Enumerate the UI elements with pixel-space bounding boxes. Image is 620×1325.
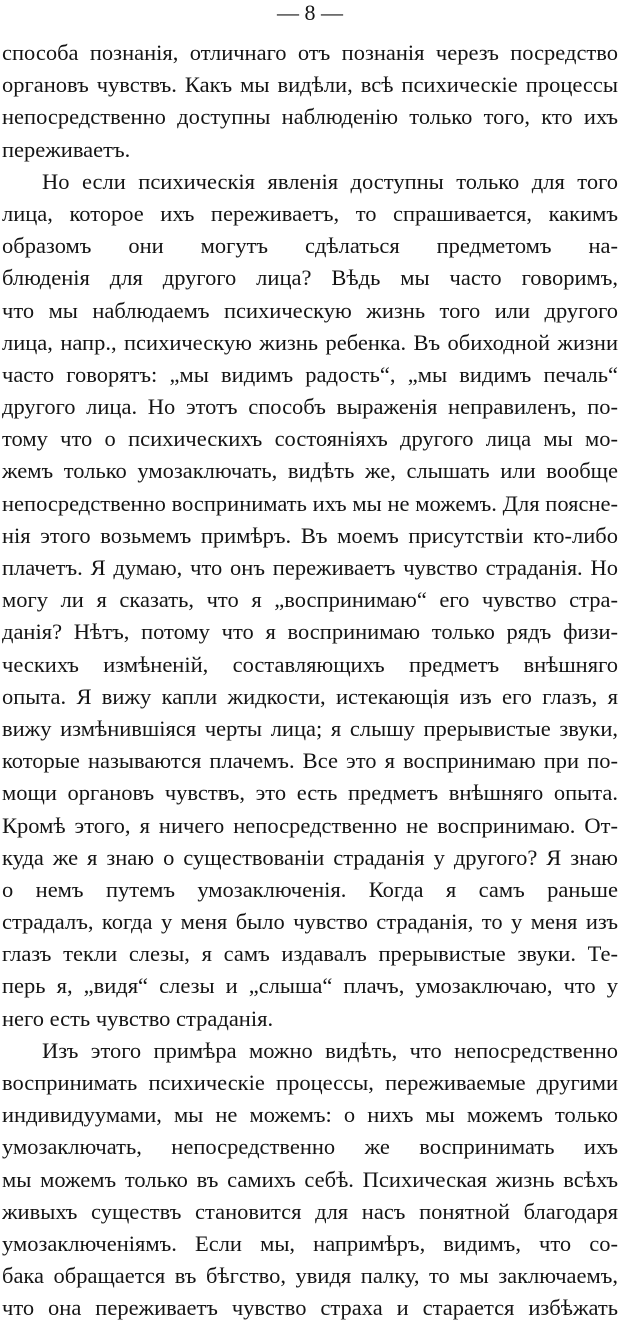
- text-line: способа познанія, отличнаго отъ познанія черезъ посредство: [2, 40, 618, 65]
- text-line: Кромѣ этого, я ничего непосредственно не воспринимаю. От-: [2, 812, 618, 838]
- text-line: органовъ чувствъ. Какъ мы видѣли, всѣ психическіе процессы: [2, 72, 618, 98]
- text-line: ческихъ измѣненій, составляющихъ предметъ внѣшняго: [2, 651, 618, 677]
- text-line: мощи органовъ чувствъ, это есть предметъ внѣшняго опыта.: [2, 780, 618, 806]
- text-line: глазъ текли слезы, я самъ издавалъ прерывистые звуки. Те-: [2, 941, 618, 967]
- text-line: умозаключеніямъ. Если мы, напримѣръ, видимъ, что со-: [2, 1230, 618, 1256]
- text-line: другого лица. Но этотъ способъ выраженія неправиленъ, по-: [2, 394, 618, 420]
- text-line: могу ли я сказать, что я „воспринимаю“ его чувство стра-: [2, 587, 618, 613]
- text-line: непосредственно воспринимать ихъ мы не можемъ. Для поясне-: [2, 490, 618, 516]
- text-line: непосредственно доступны наблюденію только того, кто ихъ: [2, 104, 618, 130]
- text-line: переживаетъ.: [2, 136, 131, 162]
- text-line: жемъ только умозаключать, видѣть же, слышать или вообще: [2, 458, 618, 484]
- text-line: опыта. Я вижу капли жидкости, истекающія изъ его глазъ, я: [2, 683, 618, 709]
- text-line: Но если психическія явленія доступны только для того: [42, 168, 618, 194]
- text-line: живыхъ существъ становится для насъ понятной благодаря: [2, 1198, 618, 1224]
- paragraph: [2, 37, 620, 166]
- text-line: нія этого возьмемъ примѣръ. Въ моемъ присутствіи кто-либо: [2, 522, 618, 548]
- text-line: вижу измѣнившіяся черты лица; я слышу прерывистые звуки,: [2, 715, 618, 741]
- text-line: умозаключать, непосредственно же воспринимать ихъ: [2, 1134, 618, 1160]
- text-line: которые называются плачемъ. Все это я воспринимаю при по-: [2, 748, 618, 774]
- text-line: о немъ путемъ умозаключенія. Когда я самъ раньше: [2, 876, 618, 902]
- text-line: бака обращается въ бѣгство, увидя палку, то мы заключаемъ,: [2, 1263, 618, 1289]
- text-line: что она переживаетъ чувство страха и старается избѣжать: [2, 1295, 618, 1321]
- text-line: данія? Нѣтъ, потому что я воспринимаю только рядъ физи-: [2, 619, 618, 645]
- text-body: [2, 37, 620, 1325]
- text-line: перь я, „видя“ слезы и „слыша“ плачъ, умозаключаю, что у: [2, 973, 618, 999]
- text-line: мы можемъ только въ самихъ себѣ. Психическая жизнь всѣхъ: [2, 1166, 618, 1192]
- paragraph: [2, 166, 620, 1035]
- text-line: лица, которое ихъ переживаетъ, то спрашивается, какимъ: [2, 200, 618, 226]
- text-line: Изъ этого примѣра можно видѣть, что непосредственно: [42, 1037, 618, 1063]
- text-line: куда же я знаю о существованіи страданія у другого? Я знаю: [2, 844, 618, 870]
- text-line: часто говорятъ: „мы видимъ радость“, „мы видимъ печаль“: [2, 361, 618, 387]
- text-line: страдалъ, когда у меня было чувство страданія, то у меня изъ: [2, 909, 618, 935]
- text-line: индивидуумами, мы не можемъ: о нихъ мы можемъ только: [2, 1102, 618, 1128]
- text-line: тому что о психическихъ состояніяхъ другого лица мы мо-: [2, 426, 618, 452]
- text-line: воспринимать психическіе процессы, переживаемые другими: [2, 1070, 618, 1095]
- text-line: что мы наблюдаемъ психическую жизнь того или другого: [2, 297, 618, 323]
- text-line: плачетъ. Я думаю, что онъ переживаетъ чувство страданія. Но: [2, 555, 618, 580]
- text-line: образомъ они могутъ сдѣлаться предметомъ на-: [2, 233, 618, 259]
- text-line: лица, напр., психическую жизнь ребенка. Въ обиходной жизни: [2, 329, 618, 355]
- paragraph: [2, 1035, 620, 1325]
- page-number: — 8 —: [277, 0, 343, 25]
- text-line: блюденія для другого лица? Вѣдь мы часто говоримъ,: [2, 265, 618, 291]
- text-line: него есть чувство страданія.: [2, 1005, 274, 1031]
